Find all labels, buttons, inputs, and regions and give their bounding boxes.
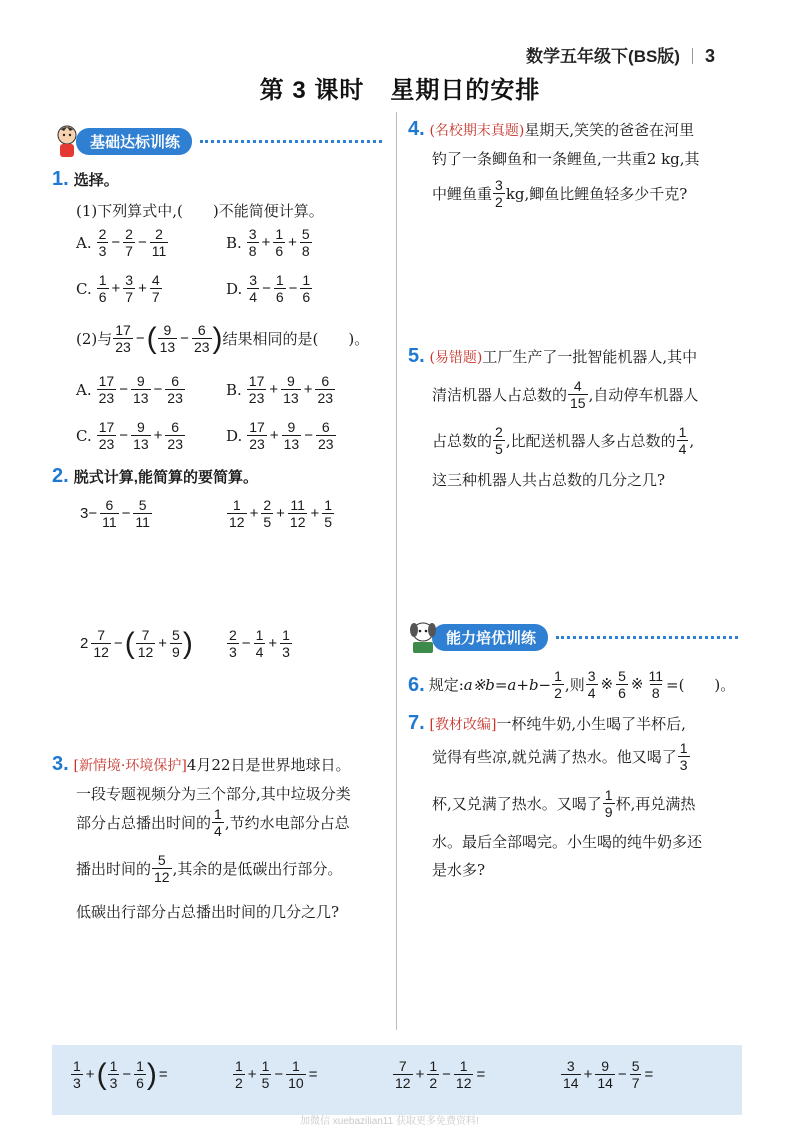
q2-expr-1: 3− $\frac{6}{11}$ − $\frac{5}{11}$ — [80, 497, 150, 530]
q4-line-3: 中鲤鱼重 $\frac{3}{2}$ kg,鲫鱼比鲤鱼轻多少千克? — [432, 177, 688, 210]
q5-line-2: 清洁机器人占总数的 $\frac{4}{15}$ ,自动停车机器人 — [432, 378, 699, 411]
watermark: 加微信 xuebazilian11 获取更多免费资料! — [300, 1116, 479, 1127]
question-2 — [52, 465, 258, 488]
q1-option-d: D. $\frac{3}{4}$ − $\frac{1}{6}$ − $\frac{1}{6}$ — [226, 272, 311, 305]
header-divider — [692, 48, 693, 64]
question-3: 3. [新情境·环境保护]4月22日是世界地球日。 — [52, 753, 351, 775]
page-header — [526, 42, 715, 67]
mascot-dog-icon — [408, 620, 438, 654]
q2-expr-4: $\frac{2}{3}$ − $\frac{1}{4}$ + $\frac{1}{3}$ — [229, 627, 290, 660]
question-6: 6. 规定: a※b=a+b− $\frac{1}{2}$ ,则 $\frac{3}{4}$ ※ $\frac{5}{6}$ ※ $\frac{11}{8}$ =( )。 — [408, 668, 736, 701]
question-4: 4. (名校期末真题)星期天,笑笑的爸爸在河里 — [408, 118, 695, 140]
question-number: 2. — [52, 465, 69, 487]
question-title: 脱式计算,能简算的要简算。 — [73, 469, 258, 486]
question-tag: 教材改编 — [434, 717, 491, 733]
question-tag: (易错题) — [429, 350, 483, 366]
q1-sub2-option-d: D. $\frac{17}{23}$ + $\frac{9}{13}$ − $\frac{6}{23}$ — [226, 419, 334, 452]
q3-line-5: 低碳出行部分占总播出时间的几分之几? — [76, 903, 340, 921]
practice-expr-2: $\frac{1}{2}$ + $\frac{1}{5}$ − $\frac{1}{10}$ = — [235, 1058, 318, 1091]
q2-expr-2: $\frac{1}{12}$ + $\frac{2}{5}$ + $\frac{11}{12}$ + $\frac{1}{5}$ — [229, 497, 333, 530]
question-number: 1. — [52, 168, 69, 190]
q1-option-a: A. $\frac{2}{3}$ − $\frac{2}{7}$ − $\frac{2}{11}$ — [76, 226, 167, 259]
section-title: 能力培优训练 — [432, 624, 548, 651]
q7-line-5: 是水多? — [432, 861, 486, 879]
lesson-title — [0, 70, 800, 105]
q1-option-c: C. $\frac{1}{6}$ + $\frac{3}{7}$ + $\frac{4}{7}$ — [76, 272, 160, 305]
q3-line-2: 一段专题视频分为三个部分,其中垃圾分类 — [76, 785, 351, 803]
mascot-boy-icon — [52, 124, 82, 158]
practice-expr-3: $\frac{7}{12}$ + $\frac{1}{2}$ − $\frac{1}{12}$ = — [395, 1058, 486, 1091]
q7-line-4: 水。最后全部喝完。小生喝的纯牛奶多还 — [432, 833, 703, 851]
q2-expr-3: 2 $\frac{7}{12}$ − ( $\frac{7}{12}$ + $\frac{5}{9}$ ) — [80, 626, 193, 660]
column-divider — [396, 112, 397, 1030]
question-tag: 新情境·环境保护 — [78, 758, 182, 774]
q1-sub2-option-c: C. $\frac{17}{23}$ − $\frac{9}{13}$ + $\frac{6}{23}$ — [76, 419, 183, 452]
section-banner-advanced — [408, 624, 738, 650]
q5-line-4: 这三种机器人共占总数的几分之几? — [432, 471, 666, 489]
lesson-name: 星期日的安排 — [390, 77, 541, 104]
question-7: 7. [教材改编]一杯纯牛奶,小生喝了半杯后, — [408, 712, 686, 734]
lesson-label: 第 3 课时 — [259, 77, 365, 104]
q1-sub2: (2)与 $\frac{17}{23}$ − ( $\frac{9}{13}$ − $\frac{6}{23}$ ) 结果相同的是( )。 — [76, 321, 370, 355]
q1-sub2-option-b: B. $\frac{17}{23}$ + $\frac{9}{13}$ + $\frac{6}{23}$ — [226, 373, 334, 406]
banner-dots — [556, 636, 738, 639]
q5-line-3: 占总数的 $\frac{2}{5}$ ,比配送机器人多占总数的 $\frac{1}{4}$ , — [432, 424, 695, 457]
section-banner-basic — [52, 128, 382, 154]
q1-sub1: (1)下列算式中,( )不能简便计算。 — [76, 202, 324, 220]
book-title: 数学五年级下(BS版) — [526, 47, 680, 66]
q3-line-3: 部分占总播出时间的 $\frac{1}{4}$ ,节约水电部分占总 — [76, 806, 350, 839]
q4-line-2: 钓了一条鲫鱼和一条鲤鱼,一共重2 kg,其 — [432, 150, 700, 168]
page-number: 3 — [704, 46, 715, 66]
question-title: 选择。 — [73, 172, 119, 189]
banner-dots — [200, 140, 382, 143]
practice-expr-4: $\frac{3}{14}$ + $\frac{9}{14}$ − $\frac{5}{7}$ = — [563, 1058, 654, 1091]
q7-line-2: 觉得有些凉,就兑满了热水。他又喝了 $\frac{1}{3}$ — [432, 740, 688, 773]
question-5: 5. (易错题)工厂生产了一批智能机器人,其中 — [408, 345, 698, 367]
question-tag: (名校期末真题) — [429, 123, 525, 139]
q3-line-4: 播出时间的 $\frac{5}{12}$ ,其余的是低碳出行部分。 — [76, 852, 343, 885]
q1-option-b: B. $\frac{3}{8}$ + $\frac{1}{6}$ + $\frac{5}{8}$ — [226, 226, 310, 259]
q1-sub2-option-a: A. $\frac{17}{23}$ − $\frac{9}{13}$ − $\frac{6}{23}$ — [76, 373, 183, 406]
question-1 — [52, 168, 119, 191]
q7-line-3: 杯,又兑满了热水。又喝了 $\frac{1}{9}$ 杯,再兑满热 — [432, 787, 696, 820]
practice-expr-1: $\frac{1}{3}$ + ( $\frac{1}{3}$ − $\frac{1}{6}$ ) = — [73, 1057, 168, 1091]
section-title: 基础达标训练 — [76, 128, 192, 155]
